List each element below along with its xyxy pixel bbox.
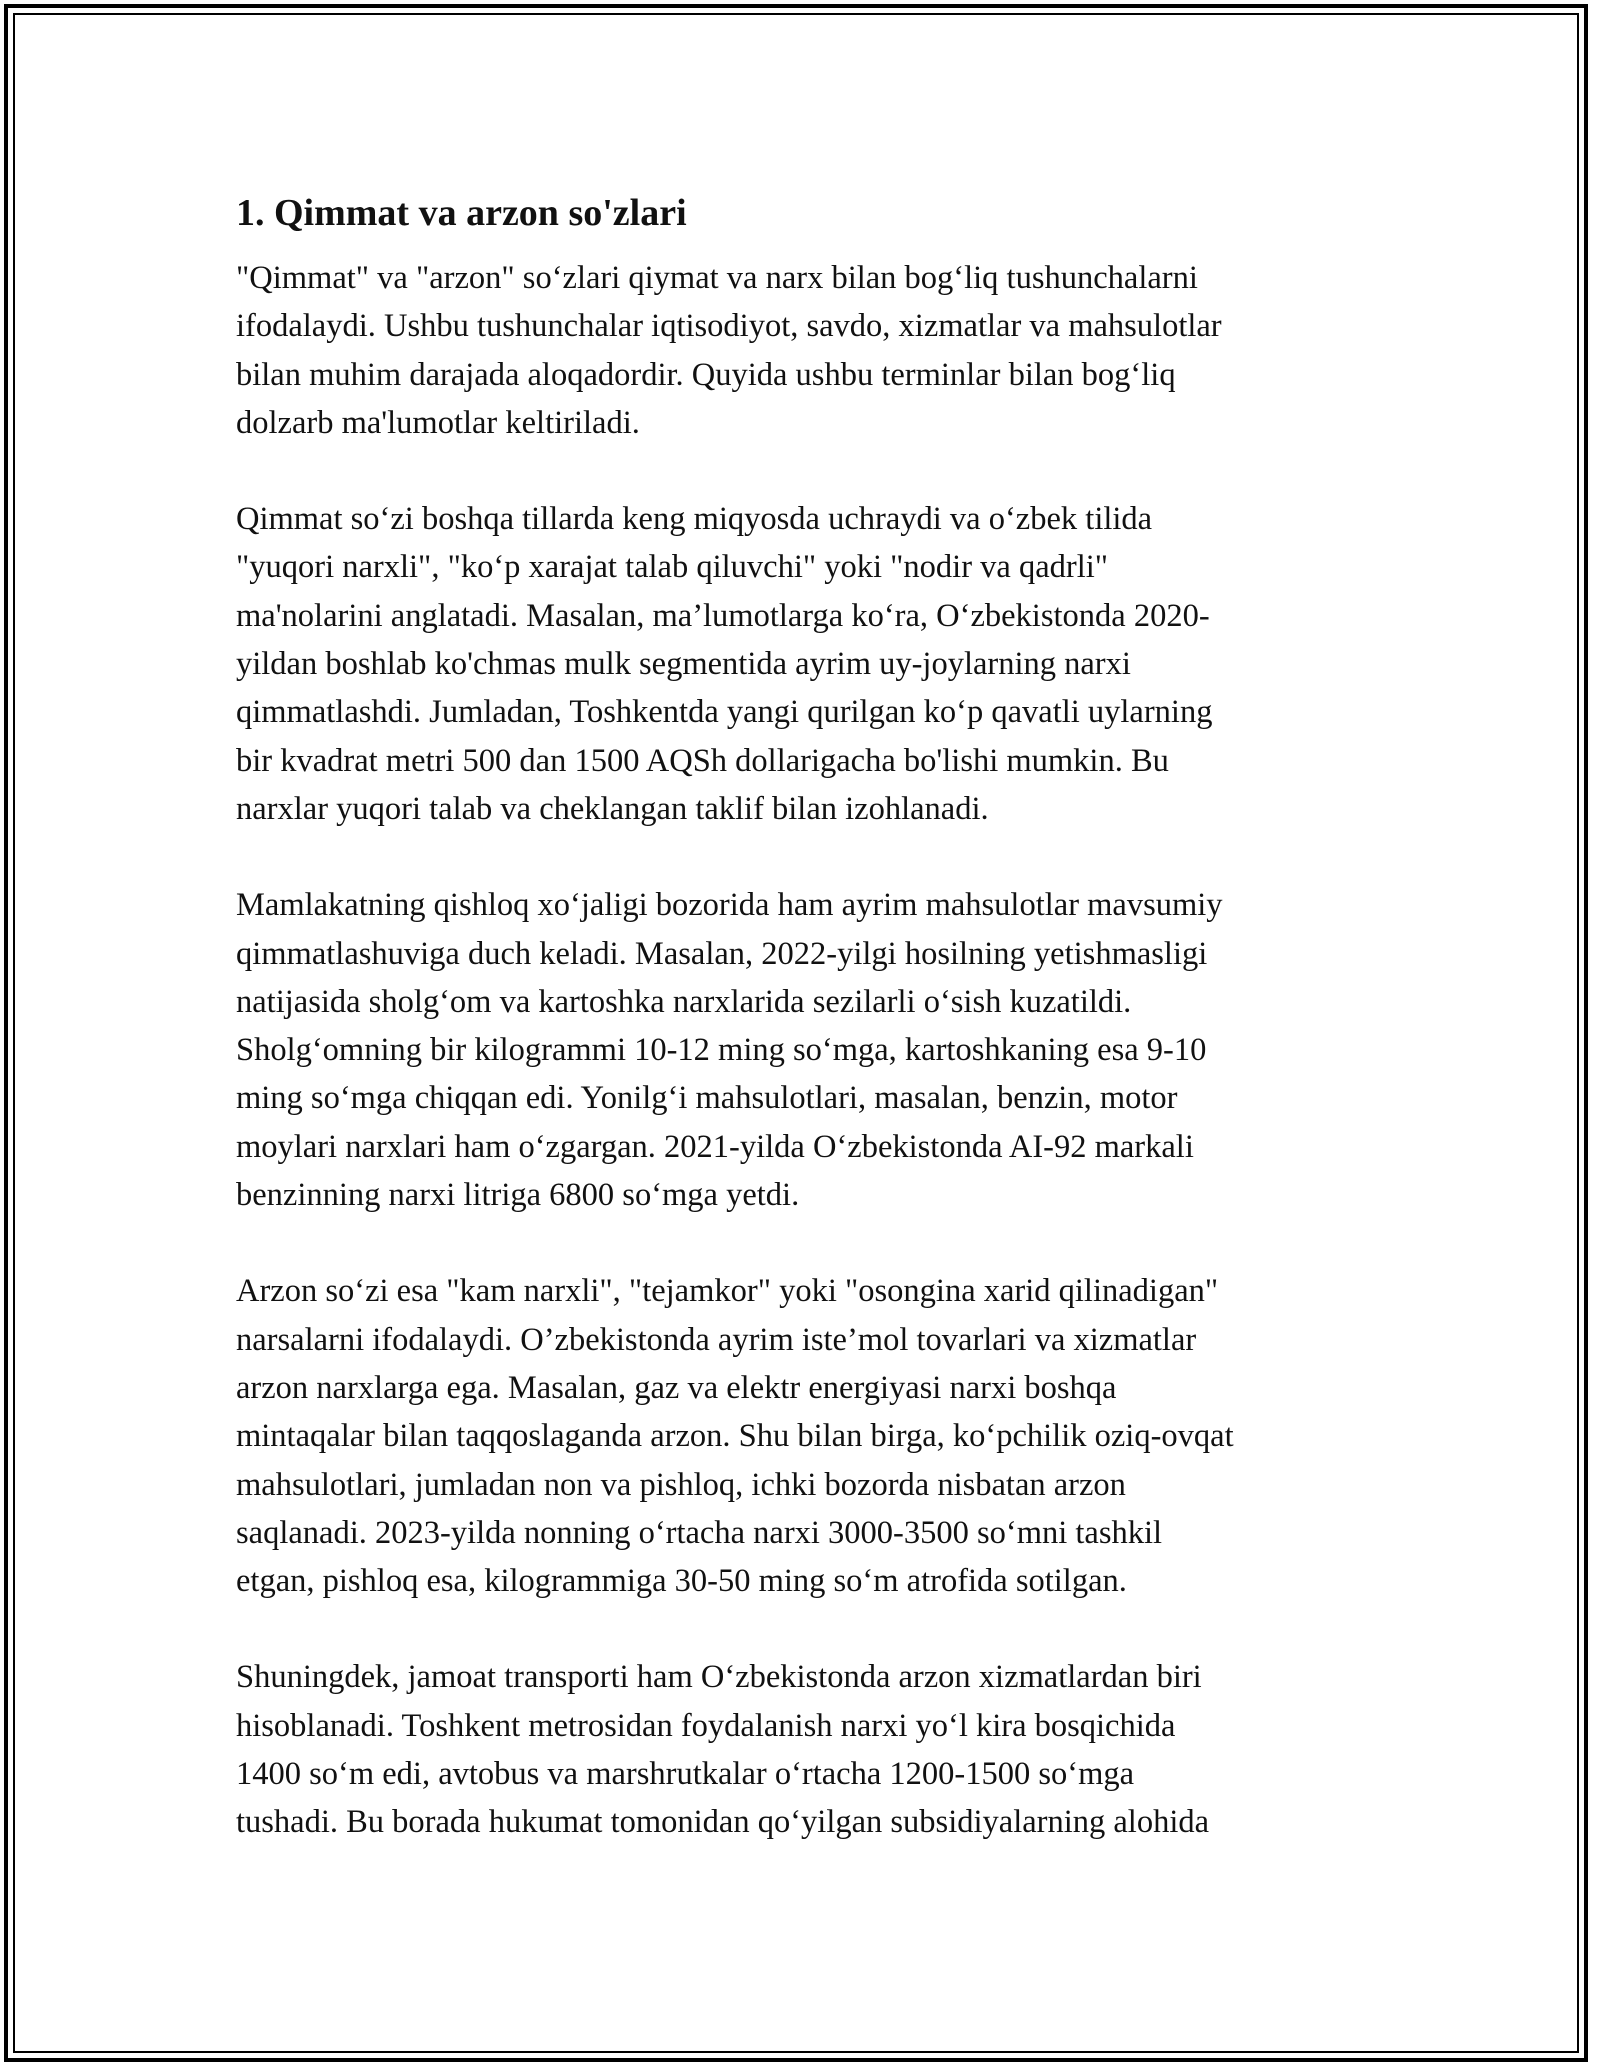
- text-line: qimmatlashuviga duch keladi. Masalan, 2022-yilgi hosilning yetishmasligi: [236, 935, 1208, 972]
- text-line: bir kvadrat metri 500 dan 1500 AQSh dollarigacha bo'lishi mumkin. Bu: [236, 742, 1169, 779]
- text-line: Arzon so‘zi esa "kam narxli", "tejamkor" yoki "osongina xarid qilinadigan": [236, 1273, 1219, 1310]
- paragraph: [236, 881, 1376, 1219]
- paragraph: [236, 495, 1376, 833]
- text-line: ma'nolarini anglatadi. Masalan, ma’lumotlarga ko‘ra, O‘zbekistonda 2020-: [236, 597, 1210, 634]
- paragraph: [236, 1267, 1376, 1605]
- text-line: etgan, pishloq esa, kilogrammiga 30-50 ming so‘m atrofida sotilgan.: [236, 1563, 1127, 1600]
- text-line: narsalarni ifodalaydi. O’zbekistonda ayrim iste’mol tovarlari va xizmatlar: [236, 1321, 1197, 1358]
- text-line: mintaqalar bilan taqqoslaganda arzon. Shu bilan birga, ko‘pchilik oziq-ovqat: [236, 1418, 1234, 1455]
- text-line: benzinning narxi litriga 6800 so‘mga yetdi.: [236, 1177, 800, 1214]
- text-line: Sholg‘omning bir kilogrammi 10-12 ming so‘mga, kartoshkaning esa 9-10: [236, 1032, 1207, 1069]
- section-heading: 1. Qimmat va arzon so'zlari: [236, 192, 687, 234]
- text-line: mahsulotlari, jumladan non va pishloq, ichki bozorda nisbatan arzon: [236, 1466, 1126, 1503]
- text-line: Qimmat so‘zi boshqa tillarda keng miqyosda uchraydi va o‘zbek tilida: [236, 501, 1153, 538]
- text-line: saqlanadi. 2023-yilda nonning o‘rtacha narxi 3000-3500 so‘mni tashkil: [236, 1514, 1163, 1551]
- paragraph: [236, 1653, 1376, 1846]
- text-line: hisoblanadi. Toshkent metrosidan foydalanish narxi yo‘l kira bosqichida: [236, 1707, 1176, 1744]
- text-line: narxlar yuqori talab va cheklangan taklif bilan izohlanadi.: [236, 790, 989, 827]
- text-line: arzon narxlarga ega. Masalan, gaz va elektr energiyasi narxi boshqa: [236, 1369, 1117, 1406]
- paragraph: [236, 254, 1376, 447]
- document-page: [236, 186, 1376, 1895]
- text-line: Shuningdek, jamoat transporti ham O‘zbekistonda arzon xizmatlardan biri: [236, 1659, 1202, 1696]
- text-line: 1400 so‘m edi, avtobus va marshrutkalar o‘rtacha 1200-1500 so‘mga: [236, 1756, 1135, 1793]
- text-line: natijasida sholg‘om va kartoshka narxlarida sezilarli o‘sish kuzatildi.: [236, 983, 1132, 1020]
- text-line: moylari narxlari ham o‘zgargan. 2021-yilda O‘zbekistonda AI-92 markali: [236, 1128, 1194, 1165]
- text-line: tushadi. Bu borada hukumat tomonidan qo‘yilgan subsidiyalarning alohida: [236, 1804, 1210, 1841]
- text-line: qimmatlashdi. Jumladan, Toshkentda yangi qurilgan ko‘p qavatli uylarning: [236, 694, 1213, 731]
- text-line: "Qimmat" va "arzon" so‘zlari qiymat va narx bilan bog‘liq tushunchalarni: [236, 260, 1198, 296]
- text-line: yildan boshlab ko'chmas mulk segmentida ayrim uy-joylarning narxi: [236, 646, 1131, 683]
- text-line: dolzarb ma'lumotlar keltiriladi.: [236, 404, 640, 441]
- text-line: ifodalaydi. Ushbu tushunchalar iqtisodiyot, savdo, xizmatlar va mahsulotlar: [236, 308, 1222, 345]
- text-line: ming so‘mga chiqqan edi. Yonilg‘i mahsulotlari, masalan, benzin, motor: [236, 1080, 1178, 1117]
- text-line: "yuqori narxli", "ko‘p xarajat talab qiluvchi" yoki "nodir va qadrli": [236, 549, 1109, 586]
- text-line: Mamlakatning qishloq xo‘jaligi bozorida ham ayrim mahsulotlar mavsumiy: [236, 887, 1223, 924]
- text-line: bilan muhim darajada aloqadordir. Quyida ushbu terminlar bilan bog‘liq: [236, 356, 1176, 393]
